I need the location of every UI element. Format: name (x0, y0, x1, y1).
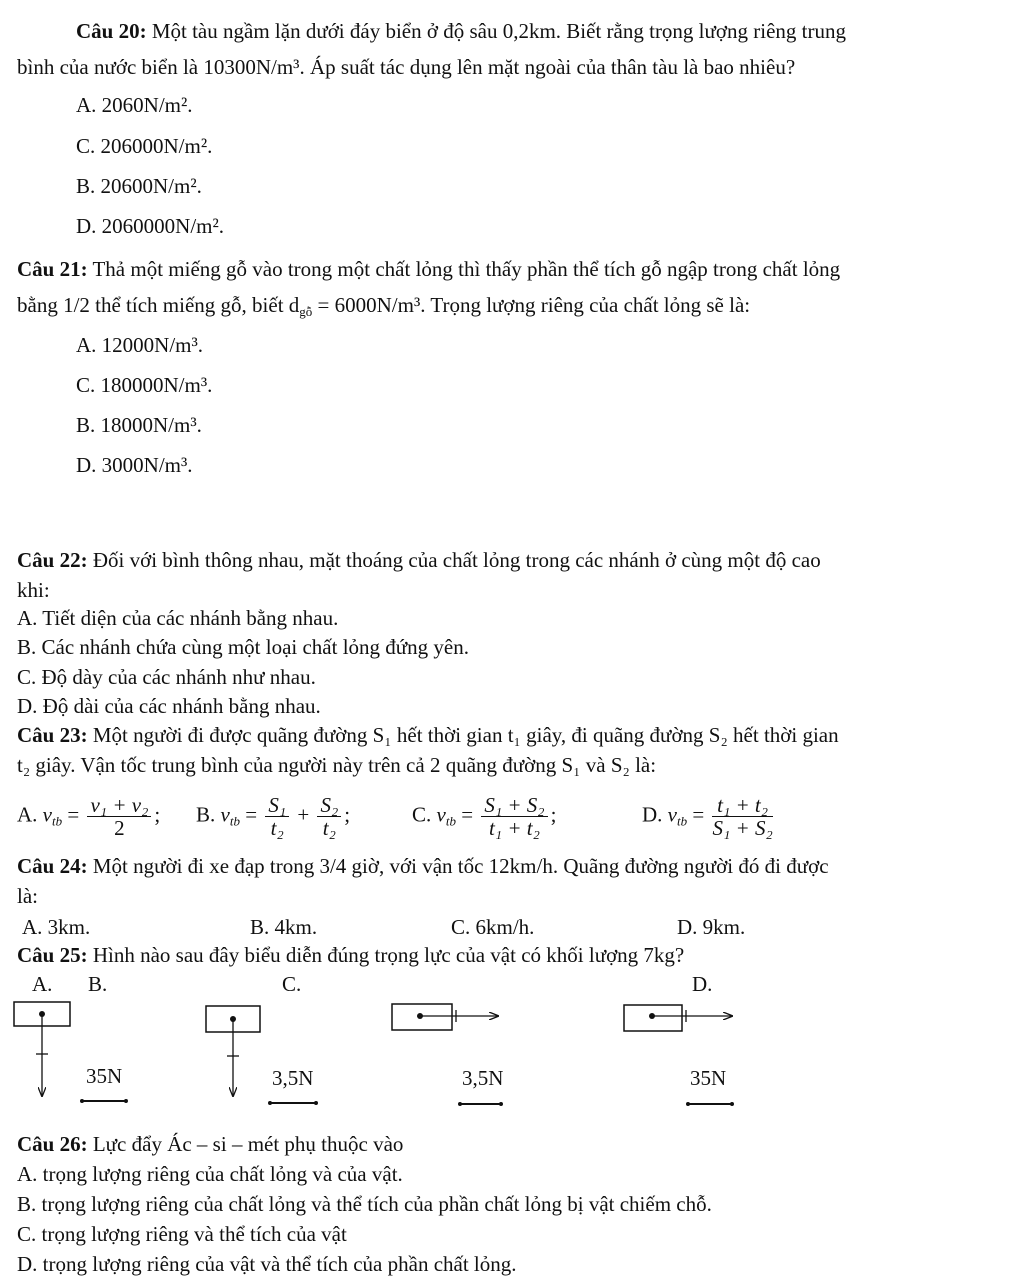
q25-scale-3: 3,5N (462, 1066, 504, 1090)
q20-option-c[interactable]: C. 206000N/m². (76, 134, 213, 158)
q26-line1: Câu 26: Lực đẩy Ác – si – mét phụ thuộc vào (17, 1132, 404, 1156)
q22-option-a[interactable]: A. Tiết diện của các nhánh bằng nhau. (17, 606, 339, 630)
q22-option-b[interactable]: B. Các nhánh chứa cùng một loại chất lỏng đứng yên. (17, 635, 469, 659)
q25-figure-3 (392, 1004, 503, 1106)
q25-letter-c[interactable]: C. (282, 972, 302, 996)
q25-figure-2 (206, 1006, 318, 1105)
q24-line2: là: (17, 884, 38, 908)
q23-d-fraction: $\frac{\text{t₁ + t₂}}{\text{S₁ + S₂}}$ (712, 793, 773, 840)
q24-option-a[interactable]: A. 3km. (22, 915, 91, 939)
q24-label: Câu 24: (17, 854, 88, 878)
q23-line1: Câu 23: Một người đi được quãng đường S₁ hết thời gian t₁ giây, đi quãng đường S₂ hết thời gian (17, 723, 839, 747)
q23-b-fraction-2: $\frac{\text{S₂}}{\text{t₂}}$ (317, 794, 341, 839)
q26-option-b[interactable]: B. trọng lượng riêng của chất lỏng và thể tích của phần chất lỏng bị vật chiếm chỗ. (17, 1192, 712, 1216)
q25-line1: Câu 25: Hình nào sau đây biểu diễn đúng trọng lực của vật có khối lượng 7kg? (17, 943, 685, 967)
q20-line1: Câu 20: Một tàu ngầm lặn dưới đáy biển ở độ sâu 0,2km. Biết rằng trọng lượng riêng trung (76, 19, 846, 43)
q21-option-c[interactable]: C. 180000N/m³. (76, 373, 213, 397)
q22-label: Câu 22: (17, 548, 88, 572)
q25-scale-4: 35N (690, 1066, 727, 1090)
q25-letter-d[interactable]: D. (692, 972, 713, 996)
q22-line2: khi: (17, 578, 50, 602)
q20-label: Câu 20: (76, 19, 147, 43)
q24-option-b[interactable]: B. 4km. (250, 915, 318, 939)
q21-option-b[interactable]: B. 18000N/m³. (76, 413, 202, 437)
q26-option-c[interactable]: C. trọng lượng riêng và thể tích của vật (17, 1222, 347, 1246)
q23-option-b[interactable]: B. $v_{tb}$ = $\frac{\text{S₁}}{\text{t₂}}$ + $\frac{\text{S₂}}{\text{t₂}}$ ; (196, 793, 351, 840)
q22-line1: Câu 22: Đối với bình thông nhau, mặt thoáng của chất lỏng trong các nhánh ở cùng một độ cao (17, 548, 821, 572)
q25-label: Câu 25: (17, 943, 88, 967)
q21-label: Câu 21: (17, 257, 88, 281)
q21-option-d[interactable]: D. 3000N/m³. (76, 453, 193, 477)
q25-letter-b[interactable]: B. (88, 972, 108, 996)
q22-option-d[interactable]: D. Độ dài của các nhánh bằng nhau. (17, 694, 321, 718)
q23-option-d[interactable]: D. $v_{tb}$ = $\frac{\text{t₁ + t₂}}{\text{S₁ + S₂}}$ (642, 793, 773, 840)
q24-line1: Câu 24: Một người đi xe đạp trong 3/4 giờ, với vận tốc 12km/h. Quãng đường người đó đi được (17, 854, 829, 878)
q23-option-c[interactable]: C. $v_{tb}$ = $\frac{\text{S₁ + S₂}}{\text{t₁ + t₂}}$ ; (412, 793, 557, 840)
q24-option-c[interactable]: C. 6km/h. (451, 915, 535, 939)
q21-line2: bằng 1/2 thể tích miếng gỗ, biết $d_{gỗ} = 6000N/m^3$. Trọng lượng riêng của chất lỏng sẽ là: (17, 293, 751, 319)
q23-line2: t₂ giây. Vận tốc trung bình của người này trên cả 2 quãng đường S₁ và S₂ là: (17, 753, 657, 777)
q25-scale-1: 35N (86, 1064, 123, 1088)
q25-figure-4 (624, 1005, 734, 1106)
q25-scale-2: 3,5N (272, 1066, 314, 1090)
q26-label: Câu 26: (17, 1132, 88, 1156)
q20-option-b[interactable]: B. 20600N/m². (76, 174, 202, 198)
q23-c-fraction: $\frac{\text{S₁ + S₂}}{\text{t₁ + t₂}}$ (481, 794, 547, 839)
q24-option-d[interactable]: D. 9km. (677, 915, 746, 939)
q23-option-a[interactable]: A. $v_{tb}$ = $\frac{\text{v₁ + v₂}}{2}$ ; (17, 793, 161, 840)
q23-label: Câu 23: (17, 723, 88, 747)
q23-b-fraction-1: $\frac{\text{S₁}}{\text{t₂}}$ (265, 794, 289, 839)
q25-letter-a[interactable]: A. (32, 972, 53, 996)
q22-option-c[interactable]: C. Độ dày của các nhánh như nhau. (17, 665, 316, 689)
q26-option-d[interactable]: D. trọng lượng riêng của vật và thể tích của phần chất lỏng. (17, 1252, 517, 1276)
q20-line2: bình của nước biển là 10300N/m³. Áp suất tác dụng lên mặt ngoài của thân tàu là bao nhiêu? (17, 55, 796, 79)
q21-line1: Câu 21: Thả một miếng gỗ vào trong một chất lỏng thì thấy phần thể tích gỗ ngập trong chất lỏng (17, 257, 841, 281)
q21-option-a[interactable]: A. 12000N/m³. (76, 333, 204, 357)
q26-option-a[interactable]: A. trọng lượng riêng của chất lỏng và của vật. (17, 1162, 403, 1186)
q20-option-a[interactable]: A. 2060N/m². (76, 93, 193, 117)
q23-a-fraction: $\frac{\text{v₁ + v₂}}{2}$ (87, 794, 151, 839)
q20-option-d[interactable]: D. 2060000N/m². (76, 214, 225, 238)
